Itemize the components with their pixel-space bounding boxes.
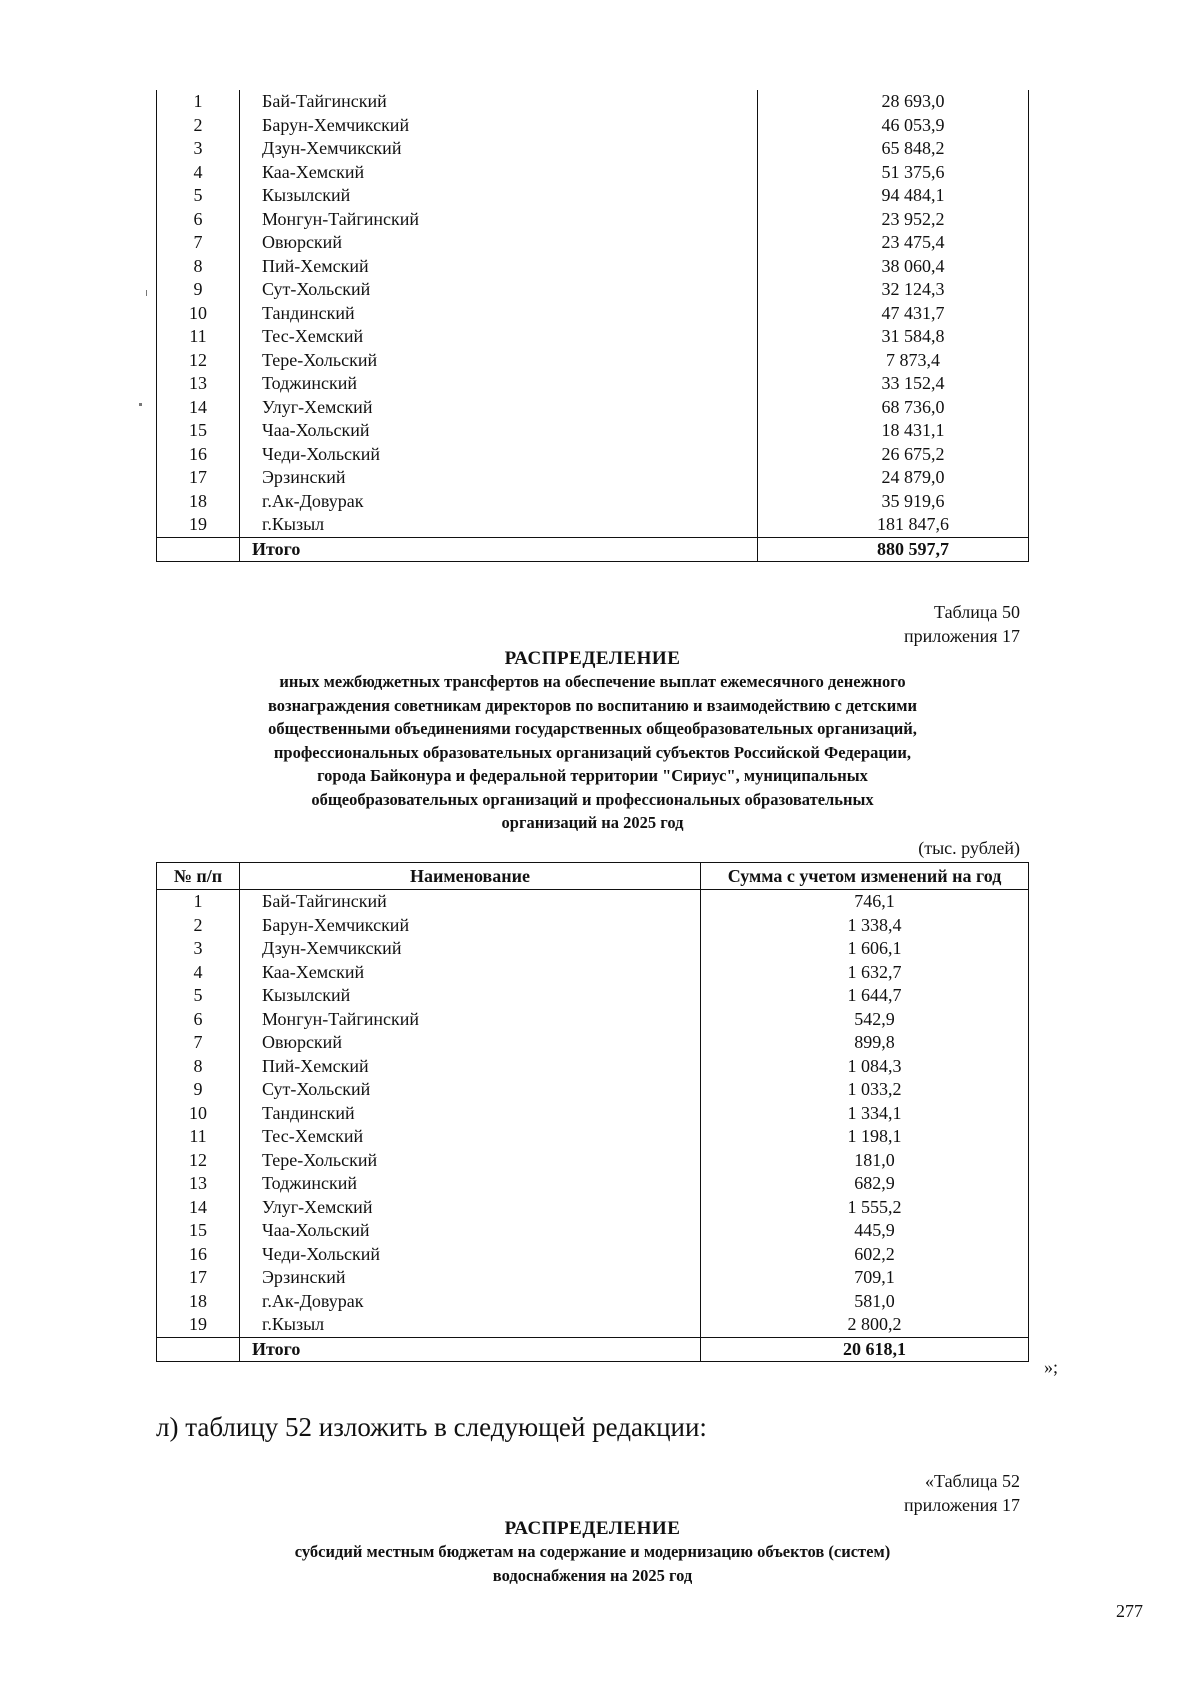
table-row [157,466,1029,490]
row-value: 1 334,1 [847,1102,902,1123]
table-row [157,1313,1029,1337]
total-num [157,1337,240,1362]
row-num: 6 [157,1008,240,1032]
row-value: 38 060,4 [881,255,945,276]
row-name: Чаа-Хольский [240,419,758,443]
row-value: 33 152,4 [881,373,945,393]
row-name: Пий-Хемский [240,255,758,279]
row-num: 6 [157,208,240,232]
row-num: 10 [157,302,240,326]
row-num: 9 [157,278,240,302]
row-name: Каа-Хемский [240,161,758,185]
table-row [157,349,1029,373]
row-num: 4 [157,161,240,185]
row-value: 682,9 [854,1173,895,1193]
table-row [157,1102,1029,1126]
row-name: Овюрский [240,231,758,255]
row-num: 12 [157,1149,240,1173]
row-num: 11 [157,1125,240,1149]
row-num: 18 [157,490,240,514]
row-num: 14 [157,1196,240,1220]
row-name: Тоджинский [240,1172,701,1196]
row-name: Монгун-Тайгинский [240,208,758,232]
table50-label-appendix: приложения 17 [903,626,1020,646]
row-value: 23 952,2 [881,208,945,229]
table-row [157,490,1029,514]
row-name: г.Кызыл [240,513,758,537]
row-value: 1 632,7 [847,961,902,982]
row-name: Барун-Хемчикский [240,914,701,938]
total-label: Итого [240,537,758,562]
table-row [157,1125,1029,1149]
row-value: 709,1 [854,1267,895,1287]
row-num: 16 [157,1243,240,1267]
table-row [157,161,1029,185]
row-name: Тес-Хемский [240,1125,701,1149]
row-num: 8 [157,255,240,279]
table-row [157,1149,1029,1173]
row-value: 23 475,4 [881,232,945,252]
subtitle-line: общественными объединениями государственных общеобразовательных организаций, [268,719,917,738]
table50-subtitle [156,670,1029,835]
table52-subtitle [156,1540,1029,1587]
total-label: Итого [240,1337,701,1362]
row-num: 1 [157,890,240,914]
table-row [157,255,1029,279]
table52-label [904,1469,1020,1517]
table-row [157,396,1029,420]
row-value: 26 675,2 [881,443,945,464]
row-name: Бай-Тайгинский [240,90,758,114]
table50-title: РАСПРЕДЕЛЕНИЕ [504,648,681,669]
table50-unit: (тыс. рублей) [918,838,1020,858]
table-row [157,1078,1029,1102]
row-name: Эрзинский [240,466,758,490]
table-row [157,937,1029,961]
row-value: 7 873,4 [886,349,940,370]
row-value: 1 606,1 [847,938,902,958]
row-value: 899,8 [854,1032,895,1052]
table52-title: РАСПРЕДЕЛЕНИЕ [504,1518,681,1539]
table-row [157,231,1029,255]
header-num: № п/п [157,863,240,890]
row-num: 15 [157,1219,240,1243]
row-num: 5 [157,184,240,208]
row-name: Каа-Хемский [240,961,701,985]
table50-header-row [157,863,1029,890]
total-value: 20 618,1 [701,1337,1029,1362]
row-num: 13 [157,372,240,396]
row-value: 18 431,1 [881,420,945,440]
row-name: Овюрский [240,1031,701,1055]
row-num: 11 [157,325,240,349]
row-num: 15 [157,419,240,443]
row-value: 24 879,0 [881,467,945,487]
table-row [157,325,1029,349]
table-row [157,1266,1029,1290]
row-name: Дзун-Хемчикский [240,137,758,161]
row-num: 8 [157,1055,240,1079]
row-num: 7 [157,231,240,255]
table-row [157,1219,1029,1243]
total-row [157,537,1029,562]
row-value: 2 800,2 [847,1314,902,1334]
total-num [157,537,240,562]
table-row [157,443,1029,467]
table-row [157,114,1029,138]
row-value: 602,2 [854,1243,895,1264]
row-value: 542,9 [854,1008,895,1029]
row-value: 51 375,6 [881,161,945,182]
row-value: 581,0 [854,1290,895,1311]
table-row [157,984,1029,1008]
row-value: 46 053,9 [881,114,945,135]
table-row [157,419,1029,443]
row-name: г.Кызыл [240,1313,701,1337]
table52-label-number: «Таблица 52 [925,1471,1020,1491]
row-value: 1 644,7 [847,985,902,1005]
row-name: Улуг-Хемский [240,1196,701,1220]
previous-table [156,90,1029,562]
row-name: Эрзинский [240,1266,701,1290]
row-num: 1 [157,90,240,114]
row-name: Кызылский [240,984,701,1008]
row-name: Тандинский [240,1102,701,1126]
row-name: Монгун-Тайгинский [240,1008,701,1032]
row-num: 17 [157,466,240,490]
row-value: 65 848,2 [881,138,945,158]
row-name: Кызылский [240,184,758,208]
scan-mark [139,403,142,406]
table-row [157,961,1029,985]
subtitle-line: организаций на 2025 год [501,813,684,832]
subtitle-line: профессиональных образовательных организаций субъектов Российской Федерации, [273,742,912,762]
row-name: Сут-Хольский [240,1078,701,1102]
scan-mark [146,290,147,296]
table52-label-appendix: приложения 17 [903,1495,1020,1515]
row-num: 12 [157,349,240,373]
total-value: 880 597,7 [758,537,1029,562]
table-row [157,914,1029,938]
row-value: 1 033,2 [847,1079,902,1099]
row-num: 2 [157,914,240,938]
table50-label-number: Таблица 50 [934,602,1020,622]
table-row [157,1055,1029,1079]
row-name: Дзун-Хемчикский [240,937,701,961]
header-value: Сумма с учетом изменений на год [701,863,1029,890]
subtitle-line: субсидий местным бюджетам на содержание и модернизацию объектов (систем) [294,1542,891,1561]
table50-label [904,600,1020,648]
table-row [157,1196,1029,1220]
row-num: 16 [157,443,240,467]
row-value: 35 919,6 [881,490,945,511]
row-value: 445,9 [854,1220,895,1240]
row-value: 47 431,7 [881,302,945,323]
row-value: 32 124,3 [881,279,945,299]
row-name: Тере-Хольский [240,1149,701,1173]
subtitle-line: города Байконура и федеральной территории "Сириус", муниципальных [317,766,868,785]
subtitle-line: водоснабжения на 2025 год [492,1565,693,1585]
row-name: Чеди-Хольский [240,1243,701,1267]
table-row [157,1172,1029,1196]
table-row [157,137,1029,161]
row-name: Бай-Тайгинский [240,890,701,914]
row-value: 94 484,1 [881,185,945,205]
row-name: Сут-Хольский [240,278,758,302]
row-name: Пий-Хемский [240,1055,701,1079]
header-name: Наименование [240,863,701,890]
close-quote: »; [1044,1357,1059,1377]
row-value: 181,0 [854,1149,895,1170]
row-num: 10 [157,1102,240,1126]
row-value: 68 736,0 [881,396,945,417]
table-row [157,1243,1029,1267]
table50-heading [156,648,1029,835]
table-row [157,208,1029,232]
row-name: г.Ак-Довурак [240,490,758,514]
row-value: 1 338,4 [847,914,902,935]
row-num: 13 [157,1172,240,1196]
table-row [157,1008,1029,1032]
row-value: 746,1 [854,891,895,911]
row-num: 4 [157,961,240,985]
table-row [157,90,1029,114]
row-value: 1 084,3 [847,1055,902,1076]
row-value: 1 555,2 [847,1196,902,1217]
table-row [157,372,1029,396]
table52-heading [156,1518,1029,1587]
row-name: г.Ак-Довурак [240,1290,701,1314]
row-num: 5 [157,984,240,1008]
row-name: Улуг-Хемский [240,396,758,420]
instruction-text: л) таблицу 52 изложить в следующей редакции: [156,1412,707,1442]
row-name: Чеди-Хольский [240,443,758,467]
table-row [157,184,1029,208]
row-name: Тандинский [240,302,758,326]
row-num: 19 [157,513,240,537]
table-row [157,302,1029,326]
table-row [157,890,1029,914]
row-num: 9 [157,1078,240,1102]
row-value: 28 693,0 [881,91,945,111]
row-num: 3 [157,137,240,161]
row-num: 3 [157,937,240,961]
row-num: 17 [157,1266,240,1290]
total-row [157,1337,1029,1362]
table-row [157,1031,1029,1055]
table-row [157,513,1029,537]
row-num: 7 [157,1031,240,1055]
row-value: 181 847,6 [877,514,949,534]
row-name: Тере-Хольский [240,349,758,373]
row-name: Чаа-Хольский [240,1219,701,1243]
table50 [156,862,1029,1362]
row-value: 31 584,8 [881,326,945,346]
row-name: Барун-Хемчикский [240,114,758,138]
subtitle-line: иных межбюджетных трансфертов на обеспечение выплат ежемесячного денежного [279,672,906,691]
page-number: 277 [1116,1601,1143,1621]
subtitle-line: общеобразовательных организаций и профессиональных образовательных [311,789,874,809]
row-name: Тес-Хемский [240,325,758,349]
subtitle-line: вознаграждения советникам директоров по воспитанию и взаимодействию с детскими [267,695,918,715]
table-row [157,1290,1029,1314]
row-num: 18 [157,1290,240,1314]
row-value: 1 198,1 [847,1126,902,1146]
row-num: 2 [157,114,240,138]
table-row [157,278,1029,302]
row-num: 19 [157,1313,240,1337]
row-name: Тоджинский [240,372,758,396]
row-num: 14 [157,396,240,420]
